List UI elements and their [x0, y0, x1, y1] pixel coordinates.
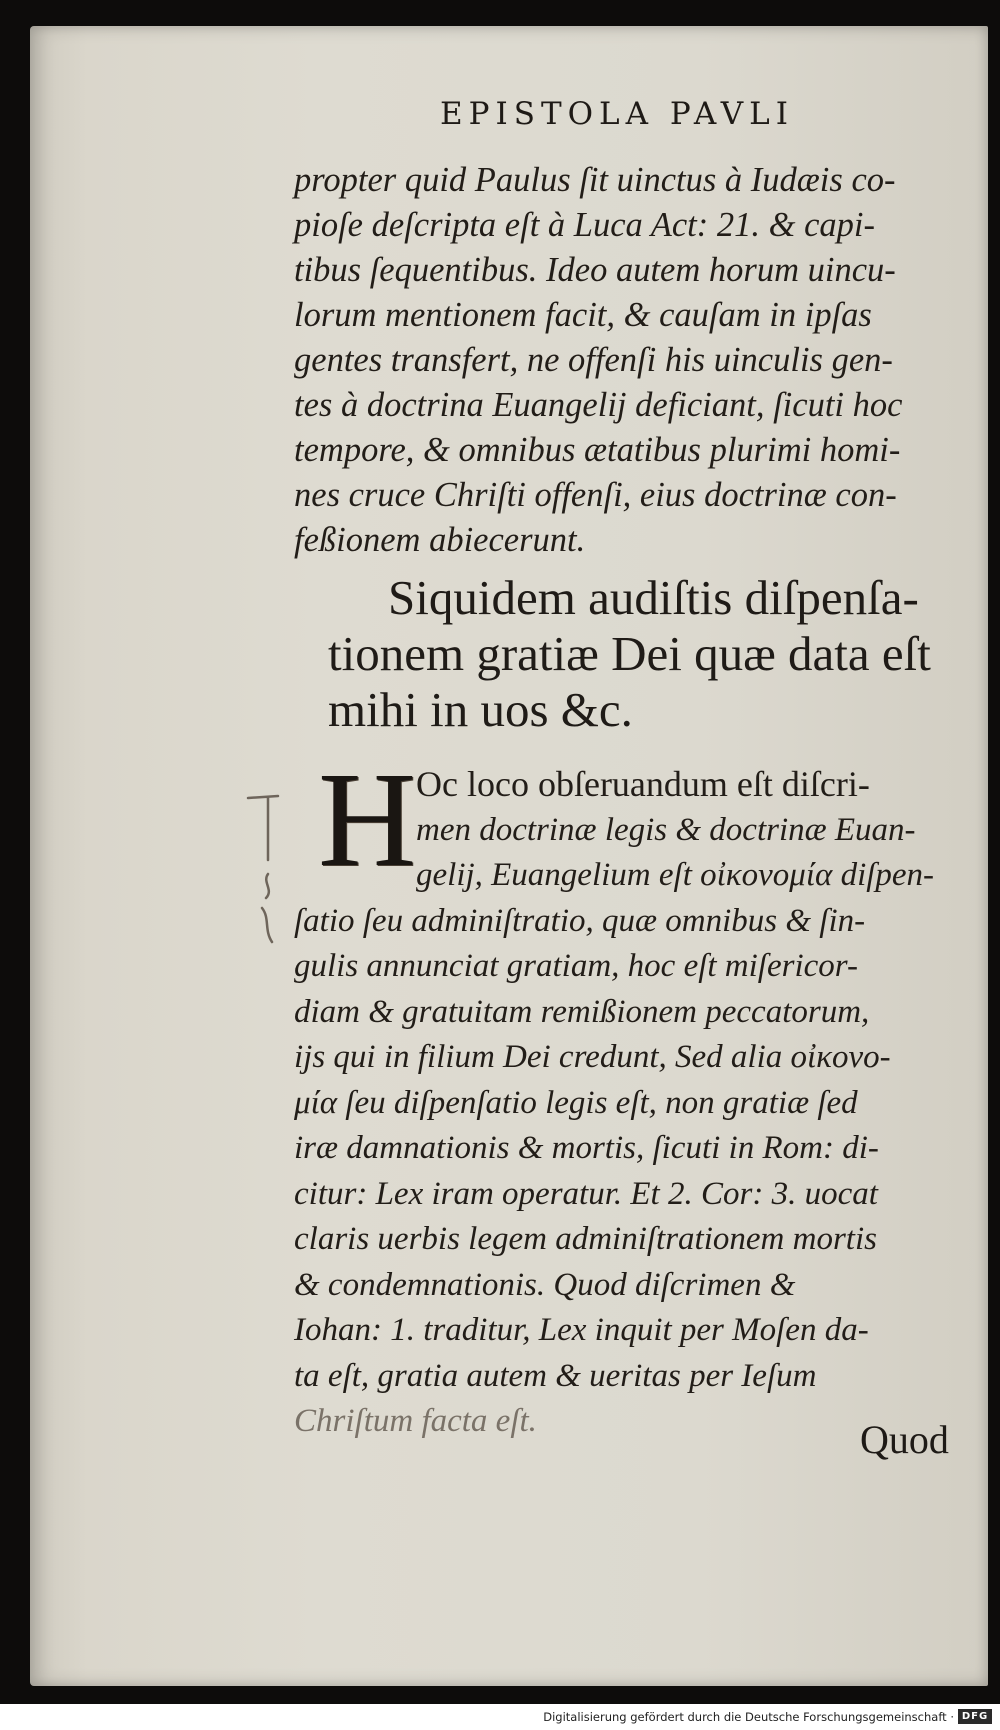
- text-line: nes cruce Chriſti offenſi, eius doctrinæ con-: [294, 476, 897, 514]
- text-line: pioſe deſcripta eſt à Luca Act: 21. & capi-: [294, 206, 875, 244]
- dfg-logo: DFG: [958, 1709, 992, 1724]
- text-line: feßionem abiecerunt.: [294, 521, 586, 559]
- text-line: tibus ſequentibus. Ideo autem horum uincu-: [294, 251, 896, 289]
- text-line: ta eſt, gratia autem & ueritas per Ieſum: [294, 1357, 817, 1394]
- text-line: iræ damnationis & mortis, ſicuti in Rom: di-: [294, 1130, 879, 1166]
- italic-paragraph: [294, 158, 954, 563]
- text-line: men doctrinæ legis & doctrinæ Euan-: [416, 811, 916, 848]
- scripture-heading: [328, 570, 968, 738]
- text-line: Chriſtum facta eſt.: [294, 1403, 537, 1439]
- funding-credit: Digitalisierung gefördert durch die Deutsche Forschungsgemeinschaft ·: [543, 1710, 954, 1724]
- text-line: gelij, Euangelium eſt οἰκονομία diſpen-: [416, 857, 935, 893]
- text-line: ijs qui in filium Dei credunt, Sed alia οἰκονο-: [294, 1039, 891, 1075]
- heading-line: tionem gratiæ Dei quæ data eſt: [328, 626, 931, 681]
- catchword: Quod: [860, 1417, 949, 1462]
- text-line: lorum mentionem facit, & cauſam in ipſas: [294, 296, 872, 334]
- heading-line: mihi in uos &c.: [328, 682, 633, 737]
- text-line: ſatio ſeu adminiſtratio, quæ omnibus & ſin-: [294, 902, 866, 939]
- text-line: citur: Lex iram operatur. Et 2. Cor: 3. uocat: [294, 1175, 878, 1212]
- drop-cap-initial: H: [318, 745, 417, 895]
- text-line: & condemnationis. Quod diſcrimen &: [294, 1266, 796, 1303]
- text-line: gulis annunciat gratiam, hoc eſt miſericor-: [294, 948, 858, 984]
- text-line: diam & gratuitam remißionem peccatorum,: [294, 993, 870, 1030]
- text-line: gentes transfert, ne offenſi his uinculis gen-: [294, 341, 893, 379]
- text-line: Iohan: 1. traditur, Lex inquit per Moſen da-: [294, 1312, 869, 1348]
- text-line: claris uerbis legem adminiſtrationem mortis: [294, 1221, 877, 1257]
- body-paragraph: [294, 745, 974, 1445]
- text-line: μία ſeu diſpenſatio legis eſt, non gratiæ ſed: [294, 1084, 858, 1121]
- marginal-bracket-mark: [240, 790, 300, 950]
- text-line: tes à doctrina Euangelij deficiant, ſicuti hoc: [294, 386, 903, 424]
- heading-line: Siquidem audiſtis diſpenſa-: [388, 570, 919, 625]
- text-line: tempore, & omnibus ætatibus plurimi homi-: [294, 431, 901, 469]
- running-head: EPISTOLA PAVLI: [440, 96, 794, 132]
- text-line: Oc loco obſeruandum eſt diſcri-: [416, 764, 870, 804]
- text-line: propter quid Paulus ſit uinctus à Iudæis co-: [294, 161, 896, 199]
